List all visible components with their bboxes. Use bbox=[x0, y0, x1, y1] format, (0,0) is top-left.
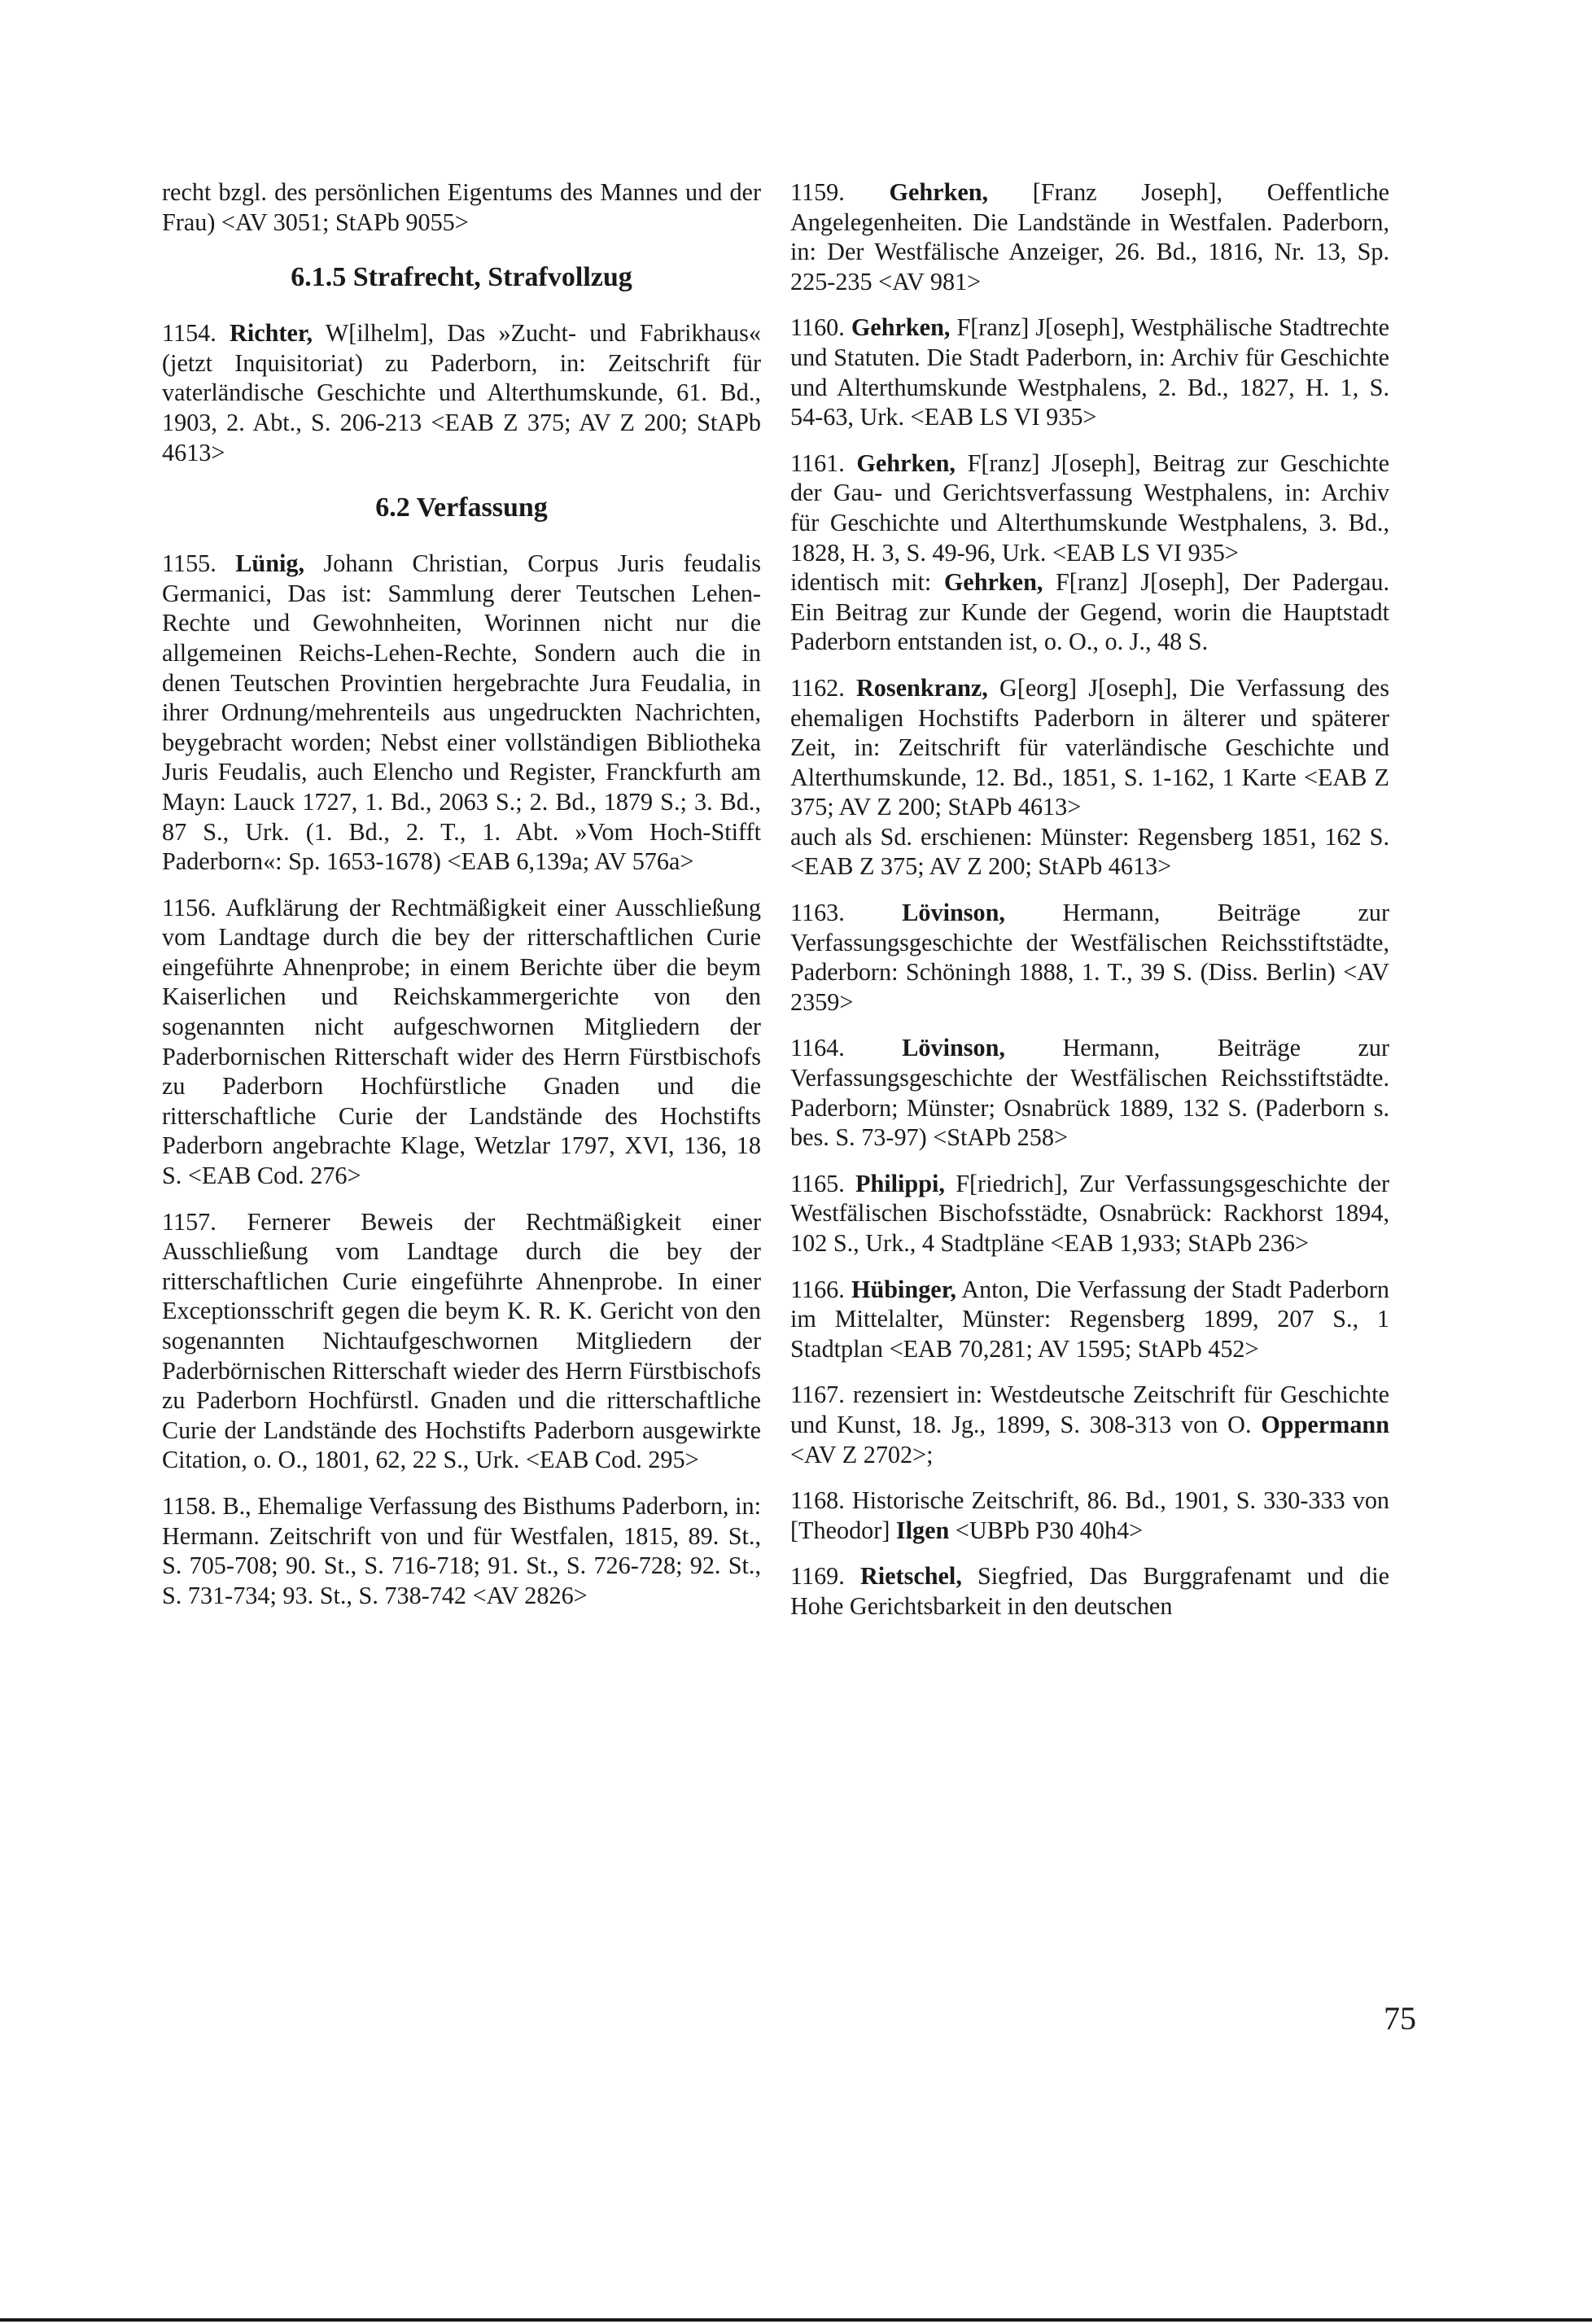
entry-text: Fernerer Beweis der Rechtmäßigkeit einer Ausschließung vom Landtage durch die bey der ritterschaftlichen Curie eingeführte Ahnenprobe. In einer Exceptionsschrift gegen die beym K. R. K. Gericht von den sogenannten Nichtaufgeschwornen Mitgliedern der Paderbörnischen Ritterschaft wieder des Herrn Fürstbischofs zu Paderborn Hochfürstl. Gnaden und die ritterschaftliche Curie der Landstände des Hochstifts Paderborn ausgewirkte Citation, o. O., 1801, 62, 22 S., Urk. <EAB Cod. 295> bbox=[162, 1207, 762, 1474]
entry-text-after: <UBPb P30 40h4> bbox=[955, 1516, 1144, 1544]
entry-1165 bbox=[790, 1169, 1389, 1258]
left-column bbox=[162, 177, 761, 1626]
entry-author: Ilgen bbox=[895, 1516, 950, 1544]
intro-continuation-text: recht bzgl. des persönlichen Eigentums des Mannes und der Frau) <AV 3051; StAPb 9055> bbox=[162, 178, 761, 236]
entry-author: Oppermann bbox=[1261, 1410, 1390, 1438]
entry-number: 1167. bbox=[790, 1381, 845, 1409]
entry-cont-author: Gehrken, bbox=[943, 568, 1043, 597]
entry-number: 1163. bbox=[790, 899, 845, 927]
entry-1160 bbox=[790, 313, 1389, 431]
entry-text: G[eorg] J[oseph], Die Verfassung des ehemaligen Hochstifts Paderborn in älterer und späterer Zeit, in: Zeitschrift für vaterländische Geschichte und Alterthumskunde, 12. Bd., 1851, S. 1-162, 1 Karte <EAB Z 375; AV Z 200; StAPb 4613> bbox=[790, 673, 1390, 821]
entry-text: B., Ehemalige Verfassung des Bisthums Paderborn, in: Hermann. Zeitschrift von und für Westfalen, 1815, 89. St., S. 705-708; 90. St., S. 716-718; 91. St., S. 726-728; 92. St., S. 731-734; 93. St., S. 738-742 <AV 2826> bbox=[162, 1491, 761, 1609]
page-number: 75 bbox=[1384, 2000, 1416, 2037]
entry-number: 1158. bbox=[162, 1491, 216, 1520]
entry-number: 1166. bbox=[790, 1275, 845, 1303]
entry-1154 bbox=[162, 318, 761, 467]
section-heading-62: 6.2 Verfassung bbox=[375, 492, 548, 523]
entry-1157 bbox=[162, 1207, 761, 1475]
entry-1161 bbox=[790, 449, 1389, 567]
entry-text: F[ranz] J[oseph], Beitrag zur Geschichte der Gau- und Gerichtsverfassung Westphalens, in: Archiv für Geschichte und Alterthumskunde Westphalens, 3. Bd., 1828, H. 3, S. 49-96, Urk. <EAB LS VI 935> bbox=[790, 449, 1390, 567]
entry-number: 1156. bbox=[162, 893, 216, 921]
entry-text-before: Historische Zeitschrift, 86. Bd., 1901, S. 330-333 von [Theodor] bbox=[790, 1486, 1390, 1544]
entry-number: 1168. bbox=[790, 1486, 845, 1515]
entry-text: Anton, Die Verfassung der Stadt Paderborn im Mittelalter, Münster: Regensberg 1899, 207 S., 1 Stadtplan <EAB 70,281; AV 1595; StAPb 452> bbox=[790, 1275, 1390, 1363]
entry-1168 bbox=[790, 1486, 1389, 1545]
entry-1158 bbox=[162, 1491, 761, 1610]
entry-author: Rietschel, bbox=[859, 1562, 962, 1591]
entry-number: 1160. bbox=[790, 313, 845, 342]
entry-text-after: <AV Z 2702>; bbox=[790, 1440, 934, 1468]
entry-author: Richter, bbox=[230, 319, 313, 348]
entry-number: 1165. bbox=[790, 1169, 845, 1197]
entry-author: Rosenkranz, bbox=[856, 673, 988, 702]
entry-1155 bbox=[162, 549, 761, 877]
entry-number: 1161. bbox=[790, 449, 845, 477]
entry-1164 bbox=[790, 1033, 1389, 1152]
entry-text: Hermann, Beiträge zur Verfassungsgeschichte der Westfälischen Reichsstiftstädte. Paderborn; Münster; Osnabrück 1889, 132 S. (Paderborn s. bes. S. 73-97) <StAPb 258> bbox=[790, 1034, 1390, 1152]
entry-number: 1159. bbox=[790, 178, 845, 206]
entry-author: Hübinger, bbox=[851, 1275, 956, 1303]
entry-text: Siegfried, Das Burggrafenamt und die Hohe Gerichtsbarkeit in den deutschen bbox=[790, 1562, 1390, 1620]
bottom-scan-edge bbox=[0, 2318, 1592, 2322]
entry-text: W[ilhelm], Das »Zucht- und Fabrikhaus« (jetzt Inquisitoriat) zu Paderborn, in: Zeitschrift für vaterländische Geschichte und Alterthumskunde, 61. Bd., 1903, 2. Abt., S. 206-213 <EAB Z 375; AV Z 200; StAPb 4613> bbox=[162, 319, 761, 466]
entry-1163 bbox=[790, 898, 1389, 1017]
entry-number: 1157. bbox=[162, 1207, 216, 1236]
entry-number: 1154. bbox=[162, 319, 216, 348]
entry-number: 1169. bbox=[790, 1562, 845, 1591]
entry-text: F[ranz] J[oseph], Westphälische Stadtrechte und Statuten. Die Stadt Paderborn, in: Archiv für Geschichte und Alterthumskunde Westphalens, 2. Bd., 1827, H. 1, S. 54-63, Urk. <EAB LS VI 935> bbox=[790, 313, 1389, 431]
entry-cont-text: F[ranz] J[oseph], Der Padergau. Ein Beitrag zur Kunde der Gegend, worin die Hauptstadt Paderborn entstanden ist, o. O., o. J., 48 S. bbox=[790, 568, 1389, 656]
entry-author: Lünig, bbox=[235, 549, 305, 578]
entry-1161-continuation bbox=[790, 567, 1389, 657]
entry-text: F[riedrich], Zur Verfassungsgeschichte der Westfälischen Bischofsstädte, Osnabrück: Rackhorst 1894, 102 S., Urk., 4 Stadtpläne <EAB 1,933; StAPb 236> bbox=[790, 1169, 1390, 1257]
entry-text: [Franz Joseph], Oeffentliche Angelegenheiten. Die Landstände in Westfalen. Paderborn, in: Der Westfälische Anzeiger, 26. Bd., 1816, Nr. 13, Sp. 225-235 <AV 981> bbox=[790, 178, 1390, 295]
entry-number: 1162. bbox=[790, 673, 845, 702]
entry-author: Lövinson, bbox=[902, 899, 1005, 927]
entry-author: Gehrken, bbox=[889, 178, 989, 206]
entry-author: Gehrken, bbox=[851, 313, 951, 342]
entry-author: Lövinson, bbox=[902, 1034, 1005, 1062]
entry-author: Philippi, bbox=[855, 1169, 945, 1197]
entry-cont-text: auch als Sd. erschienen: Münster: Regensberg 1851, 162 S. <EAB Z 375; AV Z 200; StAPb 4613> bbox=[790, 822, 1389, 881]
section-heading-615: 6.1.5 Strafrecht, Strafvollzug bbox=[291, 262, 632, 293]
entry-author: Gehrken, bbox=[856, 449, 956, 477]
right-column bbox=[790, 177, 1389, 1638]
entry-1166 bbox=[790, 1275, 1389, 1364]
entry-1162-continuation bbox=[790, 822, 1389, 882]
entry-number: 1164. bbox=[790, 1034, 845, 1062]
entry-text: Johann Christian, Corpus Juris feudalis Germanici, Das ist: Sammlung derer Teutschen Lehen-Rechte und Gewohnheiten, Worinnen nicht nur die allgemeinen Reichs-Lehen-Rechte, Sondern auch die in denen Teutschen Provintien hergebrachte Jura Feudalia, in ihrer Ordnung/mehrenteils aus ungedruckten Nachrichten, beygebracht worden; Nebst einer vollständigen Bibliotheka Juris Feudalis, auch Elencho und Register, Franckfurth am Mayn: Lauck 1727, 1. Bd., 2063 S.; 2. Bd., 1879 S.; 3. Bd., 87 S., Urk. (1. Bd., 2. T., 1. Abt. »Vom Hoch-Stifft Paderborn«: Sp. 1653-1678) <EAB 6,139a; AV 576a> bbox=[162, 549, 762, 876]
entry-text: Hermann, Beiträge zur Verfassungsgeschichte der Westfälischen Reichsstiftstädte, Paderborn: Schöningh 1888, 1. T., 39 S. (Diss. Berlin) <AV 2359> bbox=[790, 899, 1390, 1016]
entry-text: Aufklärung der Rechtmäßigkeit einer Ausschließung vom Landtage durch die bey der ritterschaftlichen Curie eingeführte Ahnenprobe; in einem Berichte über die beym Kaiserlichen und Reichskammergerichte von den sogenannten nicht aufgeschwornen Mitgliedern der Paderbornischen Ritterschaft wider des Herrn Fürstbischofs zu Paderborn Hochfürstliche Gnaden und die ritterschaftliche Curie der Landstände des Hochstifts Paderborn angebrachte Klage, Wetzlar 1797, XVI, 136, 18 S. <EAB Cod. 276> bbox=[162, 893, 761, 1190]
entry-text-before: rezensiert in: Westdeutsche Zeitschrift für Geschichte und Kunst, 18. Jg., 1899, S. 308-313 von O. bbox=[790, 1381, 1389, 1438]
entry-1167 bbox=[790, 1380, 1389, 1469]
entry-1159 bbox=[790, 177, 1389, 296]
entry-1156 bbox=[162, 893, 761, 1191]
entry-1162 bbox=[790, 673, 1389, 822]
entry-1169 bbox=[790, 1561, 1389, 1621]
entry-number: 1155. bbox=[162, 549, 216, 578]
entry-cont-prefix: identisch mit: bbox=[790, 568, 932, 597]
